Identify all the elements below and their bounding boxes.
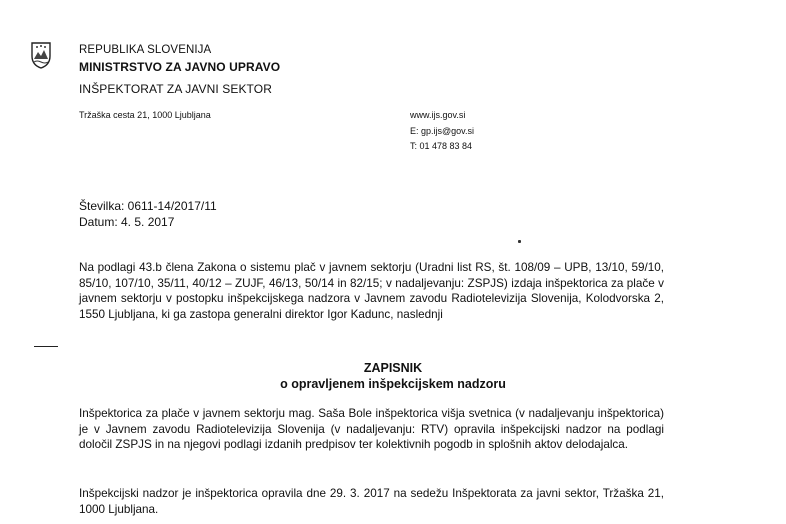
document-date: Datum: 4. 5. 2017 xyxy=(79,215,175,229)
body-paragraph-1: Inšpektorica za plače v javnem sektorju mag. Saša Bole inšpektorica višja svetnica (v nadaljevanju inšpektorica) je v Javnem zavodu Radiotelevizija Slovenija (v nadaljevanju: RTV) opravila inšpekcijski nadzor na podlagi določil ZSPJS in na njegovi podlagi izdanih predpisov ter kolektivnih pogodb in splošnih aktov delodajalca. xyxy=(79,407,664,452)
header-email: E: gp.ijs@gov.si xyxy=(410,126,474,136)
header-inspectorate: INŠPEKTORAT ZA JAVNI SEKTOR xyxy=(79,82,272,96)
intro-paragraph: Na podlagi 43.b člena Zakona o sistemu plač v javnem sektorju (Uradni list RS, št. 108/09 – UPB, 13/10, 59/10, 85/10, 107/10, 35/11, 40/12 – ZUJF, 46/13, 50/14 in 82/15; v nadaljevanju: ZSPJS) izdaja inšpektorica za plače v javnem sektorju v postopku inšpekcijskega nadzora v Javnem zavodu Radiotelevizija Slovenija, Kolodvorska 2, 1550 Ljubljana, ki ga zastopa generalni direktor Igor Kadunc, naslednji xyxy=(79,261,664,321)
margin-line xyxy=(34,346,58,347)
body-paragraph-2: Inšpekcijski nadzor je inšpektorica opravila dne 29. 3. 2017 na sedežu Inšpektorata za javni sektor, Tržaška 21, 1000 Ljubljana. xyxy=(79,487,664,516)
header-ministry: MINISTRSTVO ZA JAVNO UPRAVO xyxy=(79,60,281,74)
header-website: www.ijs.gov.si xyxy=(410,110,466,120)
header-phone: T: 01 478 83 84 xyxy=(410,141,473,151)
document-title: ZAPISNIK xyxy=(363,361,423,375)
header-address: Tržaška cesta 21, 1000 Ljubljana xyxy=(79,110,211,120)
scan-mark xyxy=(518,240,521,243)
document-number: Številka: 0611-14/2017/11 xyxy=(79,199,217,213)
document-subtitle: o opravljenem inšpekcijskem nadzoru xyxy=(280,377,506,391)
header-republic: REPUBLIKA SLOVENIJA xyxy=(79,44,212,56)
slovenia-coat-of-arms-icon xyxy=(30,40,52,70)
